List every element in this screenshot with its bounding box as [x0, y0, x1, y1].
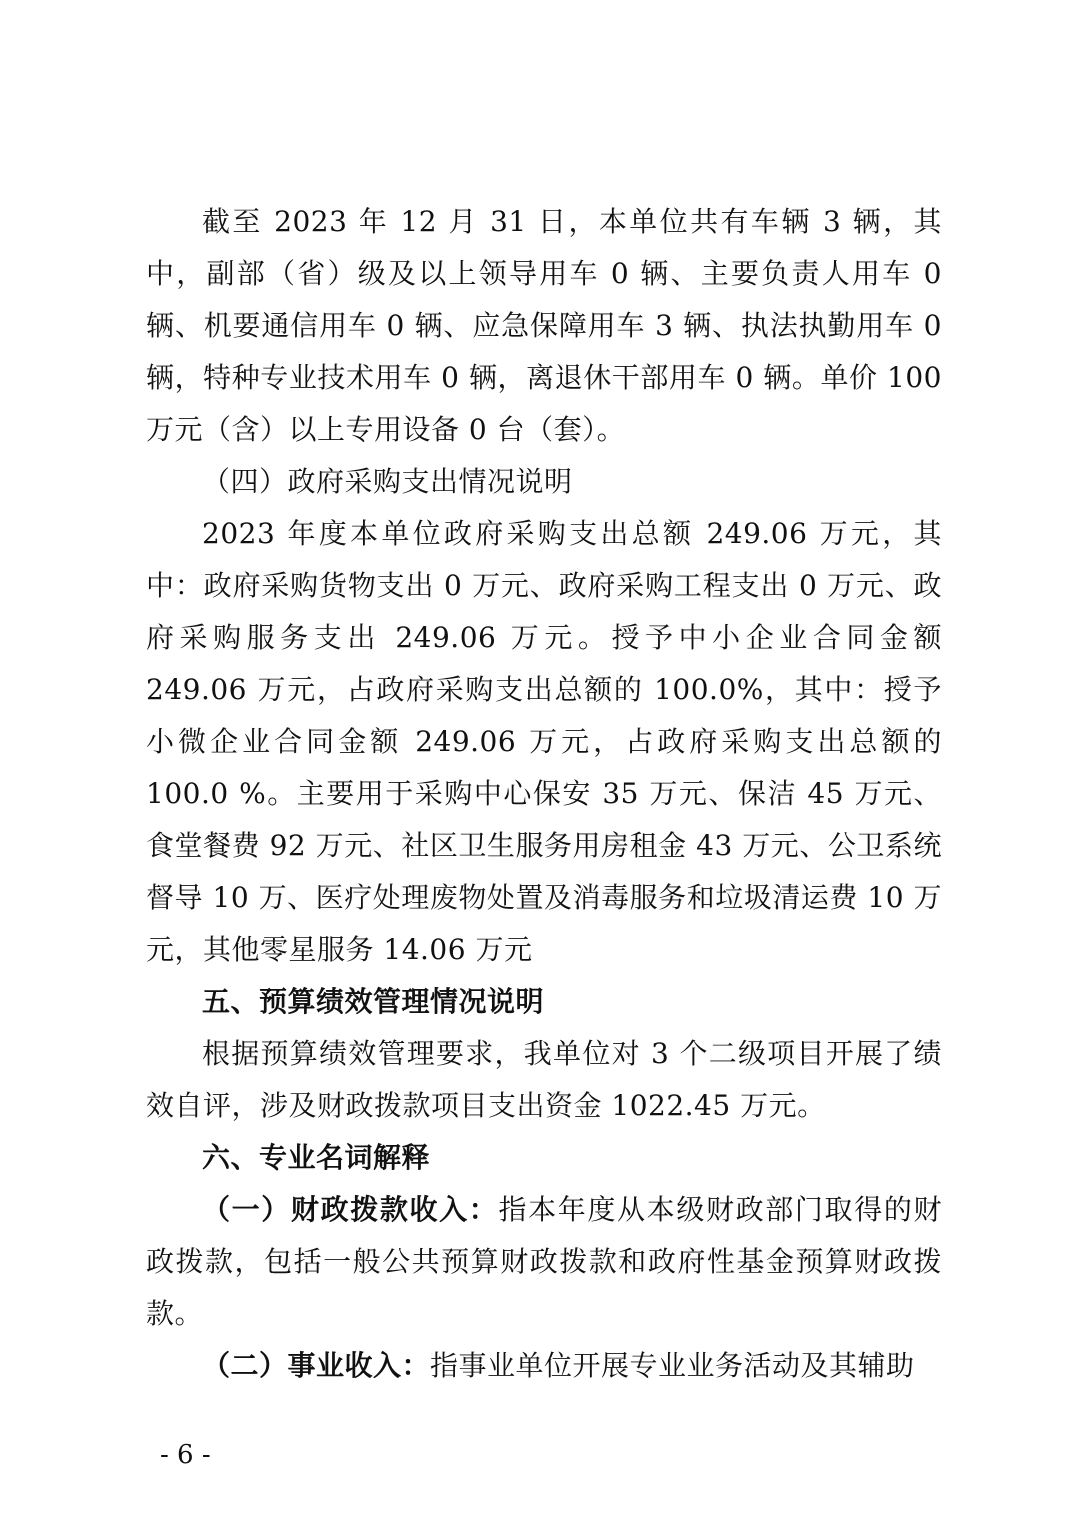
procurement-paragraph: 2023 年度本单位政府采购支出总额 249.06 万元，其中：政府采购货物支出 0 万元、政府采购工程支出 0 万元、政府采购服务支出 249.06 万元。授予中小企业合同金额 249.06 万元，占政府采购支出总额的 100.0%，其中：授予小微企业合同金额 249.06 万元，占政府采购支出总额的 100.0 %。主要用于采购中心保安 35 万元、保洁 45 万元、食堂餐费 92 万元、社区卫生服务用房租金 43 万元、公卫系统督导 10 万、医疗处理废物处置及消毒服务和垃圾清运费 10 万元，其他零星服务 14.06 万元: [146, 517, 942, 966]
term-business-income: [146, 1340, 942, 1392]
performance-paragraph: 根据预算绩效管理要求，我单位对 3 个二级项目开展了绩效自评，涉及财政拨款项目支出资金 1022.45 万元。: [146, 1037, 942, 1122]
term-definition: 指本年度从本级财政部门取得的财政拨款，包括一般公共预算财政拨款和政府性基金预算财政拨款。: [146, 1193, 942, 1330]
term-label: （二）事业收入：: [202, 1349, 431, 1382]
procurement-heading: （四）政府采购支出情况说明: [202, 465, 573, 498]
term-definition: 指事业单位开展专业业务活动及其辅助: [430, 1349, 915, 1382]
document-body: [146, 196, 942, 1392]
performance-heading: 五、预算绩效管理情况说明: [202, 985, 545, 1018]
term-label: （一）财政拨款收入：: [202, 1193, 499, 1226]
page-number: - 6 -: [160, 1440, 211, 1470]
terms-heading: 六、专业名词解释: [202, 1141, 431, 1174]
vehicles-paragraph: 截至 2023 年 12 月 31 日，本单位共有车辆 3 辆，其中，副部（省）级及以上领导用车 0 辆、主要负责人用车 0 辆、机要通信用车 0 辆、应急保障用车 3 辆、执法执勤用车 0 辆，特种专业技术用车 0 辆，离退休干部用车 0 辆。单价 100 万元（含）以上专用设备 0 台（套）。: [146, 205, 942, 446]
term-fiscal-appropriation: [146, 1184, 942, 1340]
